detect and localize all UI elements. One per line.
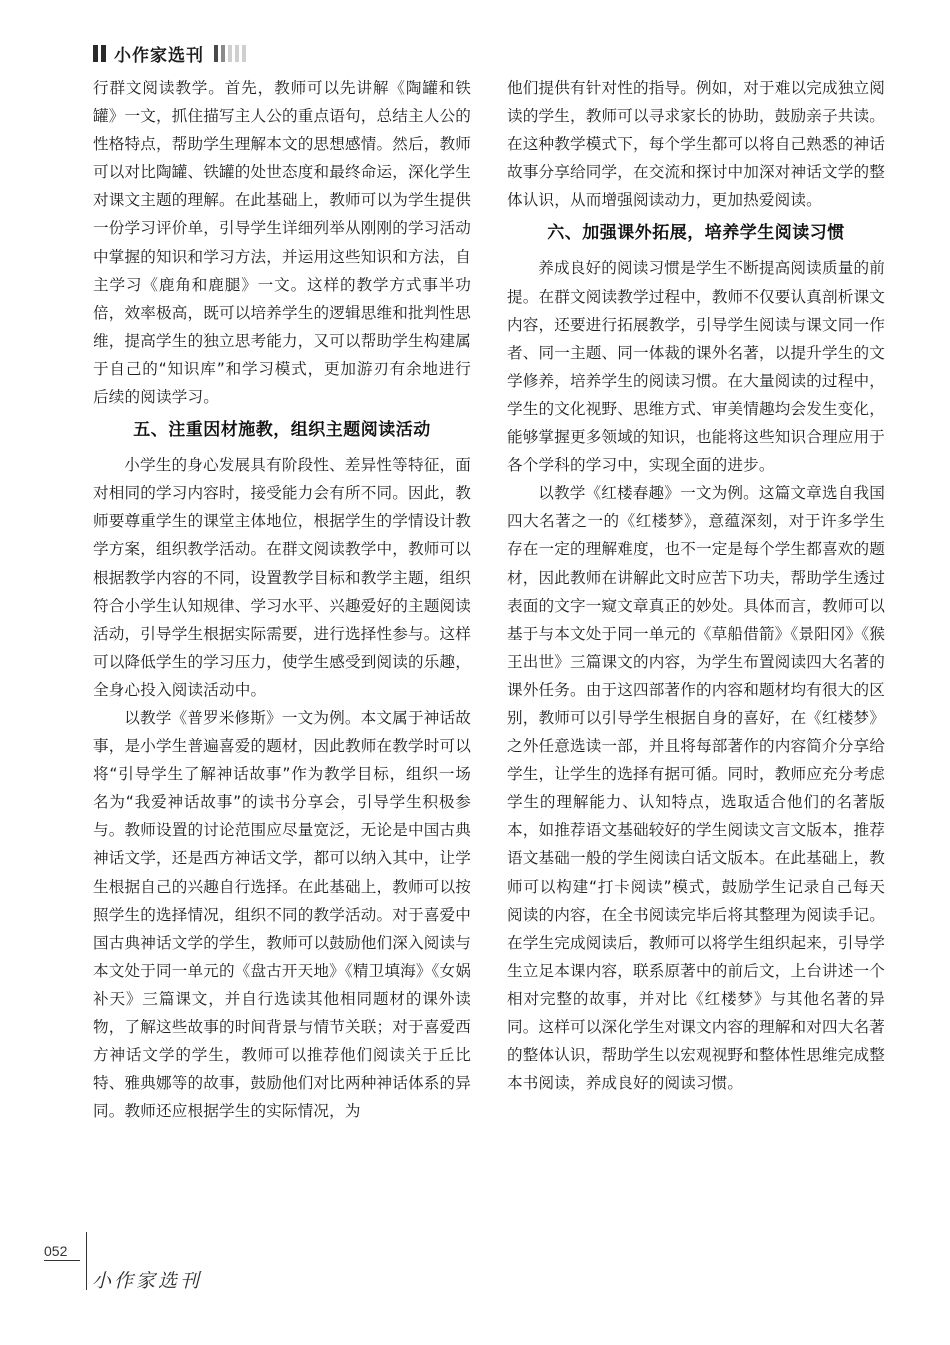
running-header [93, 42, 246, 64]
footer-divider-vertical [86, 1232, 87, 1290]
footer-logo: 小作家选刊 [92, 1270, 203, 1292]
page-number: 052 [44, 1243, 68, 1259]
section-heading-6: 六、加强课外拓展，培养学生阅读习惯 [547, 223, 845, 244]
header-bars-decoration [93, 45, 106, 62]
paragraph: 以教学《红楼春趣》一文为例。这篇文章选自我国四大名著之一的《红楼梦》，意蕴深刻，对于许多学生存在一定的理解难度，也不一定是每个学生都喜欢的题材，因此教师在讲解此文时应苦下功夫，帮助学生透过表面的文字一窥文章真正的妙处。具体而言，教师可以基于与本文处于同一单元的《草船借箭》《景阳冈》《猴王出世》三篇课文的内容，为学生布置阅读四大名著的课外任务。由于这四部著作的内容和题材均有很大的区别，教师可以引导学生根据自身的喜好，在《红楼梦》之外任意选读一部，并且将每部著作的内容简介分享给学生，让学生的选择有据可循。同时，教师应充分考虑学生的理解能力、认知特点，选取适合他们的名著版本，如推荐语文基础较好的学生阅读文言文版本，推荐语文基础一般的学生阅读白话文版本。在此基础上，教师可以构建“打卡阅读”模式，鼓励学生记录自己每天阅读的内容，在全书阅读完毕后将其整理为阅读手记。在学生完成阅读后，教师可以将学生组织起来，引导学生立足本课内容，联系原著中的前后文，上台讲述一个相对完整的故事，并对比《红楼梦》与其他名著的异同。这样可以深化学生对课文内容的理解和对四大名著的整体认识，帮助学生以宏观视野和整体性思维完成整本书阅读，养成良好的阅读习惯。 [507, 484, 885, 1093]
paragraph: 养成良好的阅读习惯是学生不断提高阅读质量的前提。在群文阅读教学过程中，教师不仅要认真剖析课文内容，还要进行拓展教学，引导学生阅读与课文同一作者、同一主题、同一体裁的课外名著，以提升学生的文学修养，培养学生的阅读习惯。在大量阅读的过程中，学生的文化视野、思维方式、审美情趣均会发生变化，能够掌握更多领域的知识，也能将这些知识合理应用于各个学科的学习中，实现全面的进步。 [507, 259, 885, 475]
left-column [93, 74, 471, 1125]
paragraph: 他们提供有针对性的指导。例如，对于难以完成独立阅读的学生，教师可以寻求家长的协助，鼓励亲子共读。在这种教学模式下，每个学生都可以将自己熟悉的神话故事分享给同学，在交流和探讨中加深对神话文学的整体认识，从而增强阅读动力，更加热爱阅读。 [507, 79, 885, 210]
section-heading-5: 五、注重因材施教，组织主题阅读活动 [133, 420, 431, 441]
header-ticks-decoration [214, 45, 246, 62]
footer-divider-horizontal [44, 1260, 80, 1261]
paragraph: 小学生的身心发展具有阶段性、差异性等特征，面对相同的学习内容时，接受能力会有所不同。因此，教师要尊重学生的课堂主体地位，根据学生的学情设计教学方案，组织教学活动。在群文阅读教学中，教师可以根据教学内容的不同，设置教学目标和教学主题，组织符合小学生认知规律、学习水平、兴趣爱好的主题阅读活动，引导学生根据实际需要，进行选择性参与。这样可以降低学生的学习压力，使学生感受到阅读的乐趣，全身心投入阅读活动中。 [93, 456, 471, 699]
journal-title: 小作家选刊 [114, 45, 204, 66]
right-column [507, 74, 885, 1097]
paragraph: 行群文阅读教学。首先，教师可以先讲解《陶罐和铁罐》一文，抓住描写主人公的重点语句，总结主人公的性格特点，帮助学生理解本文的思想感情。然后，教师可以对比陶罐、铁罐的处世态度和最终命运，深化学生对课文主题的理解。在此基础上，教师可以为学生提供一份学习评价单，引导学生详细列举从刚刚的学习活动中掌握的知识和学习方法，并运用这些知识和方法，自主学习《鹿角和鹿腿》一文。这样的教学方式事半功倍，效率极高，既可以培养学生的逻辑思维和批判性思维，提高学生的独立思考能力，又可以帮助学生构建属于自己的“知识库”和学习模式，更加游刃有余地进行后续的阅读学习。 [93, 79, 471, 407]
paragraph: 以教学《普罗米修斯》一文为例。本文属于神话故事，是小学生普遍喜爱的题材，因此教师在教学时可以将“引导学生了解神话故事”作为教学目标，组织一场名为“我爱神话故事”的读书分享会，引导学生积极参与。教师设置的讨论范围应尽量宽泛，无论是中国古典神话文学，还是西方神话文学，都可以纳入其中，让学生根据自己的兴趣自行选择。在此基础上，教师可以按照学生的选择情况，组织不同的教学活动。对于喜爱中国古典神话文学的学生，教师可以鼓励他们深入阅读与本文处于同一单元的《盘古开天地》《精卫填海》《女娲补天》三篇课文，并自行选读其他相同题材的课外读物，了解这些故事的时间背景与情节关联；对于喜爱西方神话文学的学生，教师可以推荐他们阅读关于丘比特、雅典娜等的故事，鼓励他们对比两种神话体系的异同。教师还应根据学生的实际情况，为 [93, 708, 471, 1121]
